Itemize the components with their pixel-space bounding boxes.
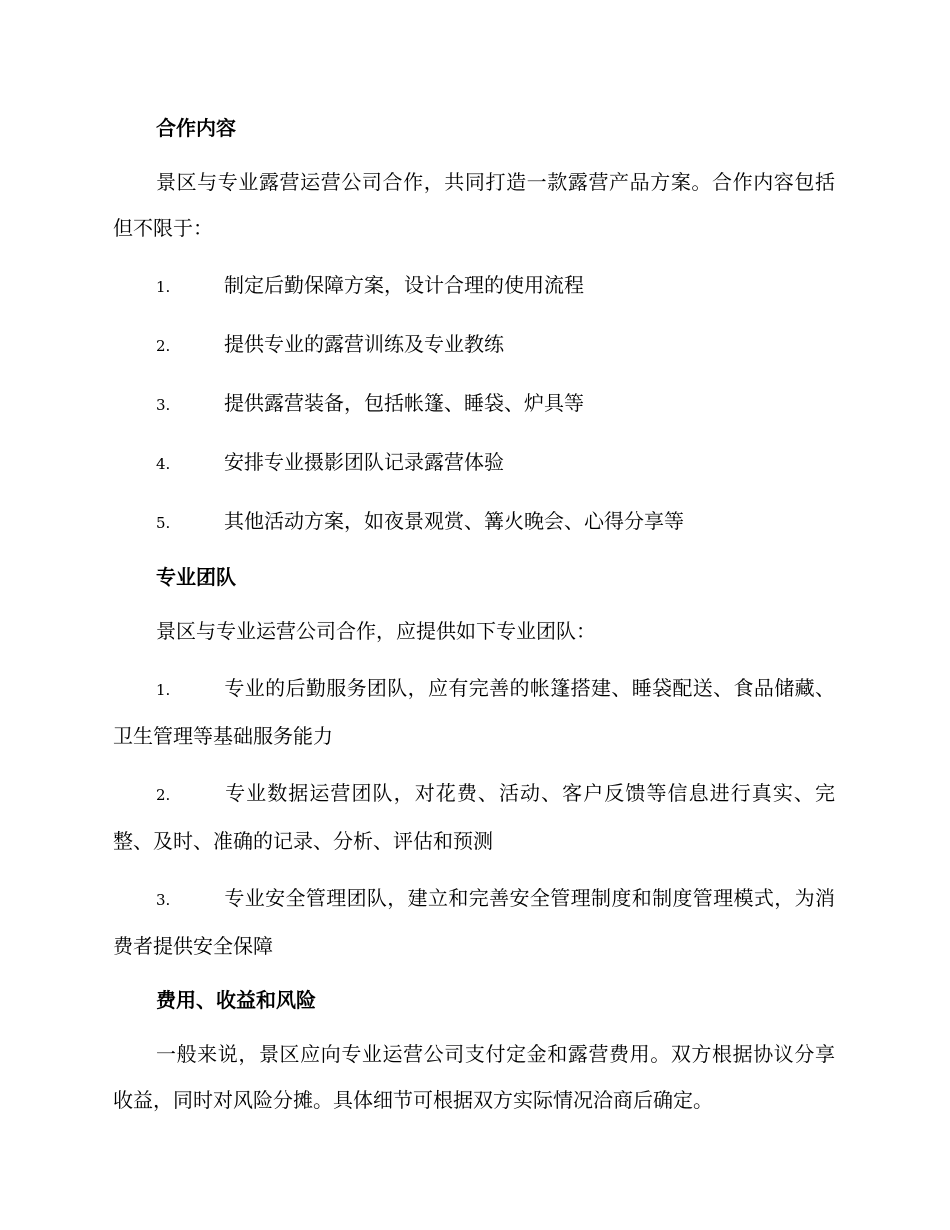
list-text: 专业安全管理团队，建立和完善安全管理制度和制度管理模式，为消费者提供安全保障 xyxy=(113,886,835,958)
section-heading-cooperation: 合作内容 xyxy=(156,116,236,140)
list-text: 提供专业的露营训练及专业教练 xyxy=(224,332,504,356)
list-text: 其他活动方案，如夜景观赏、篝火晚会、心得分享等 xyxy=(224,509,684,533)
list-item xyxy=(113,380,835,428)
list-item xyxy=(113,439,835,487)
list-item xyxy=(113,875,835,969)
document-body xyxy=(113,108,835,1123)
list-item xyxy=(113,770,835,864)
list-text: 专业数据运营团队，对花费、活动、客户反馈等信息进行真实、完整、及时、准确的记录、分析、评估和预测 xyxy=(113,781,835,853)
list-text: 专业的后勤服务团队，应有完善的帐篷搭建、睡袋配送、食品储藏、卫生管理等基础服务能力 xyxy=(113,676,835,748)
section-heading-fees: 费用、收益和风险 xyxy=(156,988,316,1012)
section-intro-team: 景区与专业运营公司合作，应提供如下专业团队： xyxy=(156,619,596,643)
list-item xyxy=(113,262,835,310)
list-number: 1. xyxy=(156,278,171,296)
section-heading-team: 专业团队 xyxy=(156,565,236,589)
list-item xyxy=(113,665,835,759)
list-number: 3. xyxy=(156,891,171,909)
section-intro-cooperation: 景区与专业露营运营公司合作，共同打造一款露营产品方案。合作内容包括但不限于： xyxy=(113,170,835,240)
list-text: 提供露营装备，包括帐篷、睡袋、炉具等 xyxy=(224,391,584,415)
list-number: 3. xyxy=(156,396,171,414)
list-item xyxy=(113,498,835,546)
list-text: 安排专业摄影团队记录露营体验 xyxy=(224,450,504,474)
section-intro-fees: 一般来说，景区应向专业运营公司支付定金和露营费用。双方根据协议分享收益，同时对风险分摊。具体细节可根据双方实际情况洽商后确定。 xyxy=(113,1042,835,1112)
list-number: 2. xyxy=(156,337,171,355)
list-number: 5. xyxy=(156,514,171,532)
list-number: 4. xyxy=(156,455,171,473)
list-number: 2. xyxy=(156,786,171,804)
list-item xyxy=(113,321,835,369)
list-text: 制定后勤保障方案，设计合理的使用流程 xyxy=(224,273,584,297)
list-number: 1. xyxy=(156,681,171,699)
